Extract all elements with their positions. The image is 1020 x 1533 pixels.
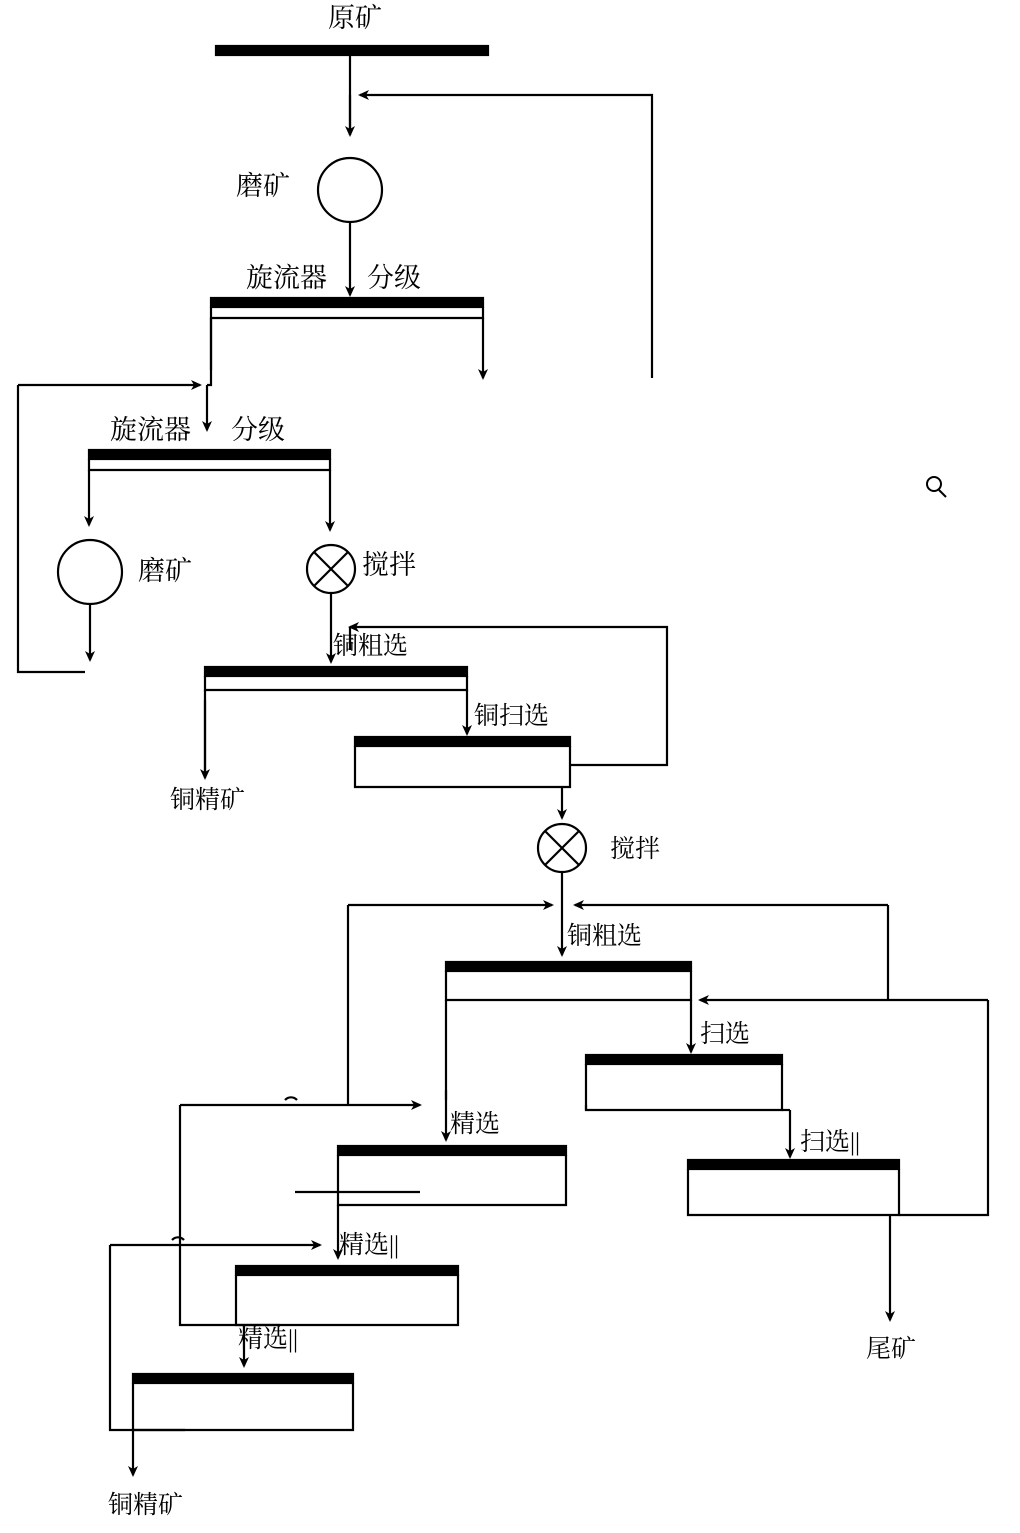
label-cleaner-1: 精选	[450, 1111, 501, 1138]
label-cu-rougher-2: 铜粗选	[567, 923, 643, 950]
label-cleaner-3: 精选||	[238, 1326, 299, 1353]
label-cyclone-1: 旋流器	[246, 263, 327, 293]
label-cu-concentrate-1: 铜精矿	[170, 787, 246, 814]
label-cu-rougher-1: 铜粗选	[333, 633, 409, 660]
label-scavenger-1: 扫选	[700, 1021, 751, 1048]
label-cyclone-2: 旋流器	[110, 415, 191, 445]
label-scavenger-2: 扫选||	[800, 1129, 861, 1156]
label-raw-ore: 原矿	[328, 3, 382, 33]
label-classify-2: 分级	[231, 415, 285, 445]
label-cu-scavenger: 铜扫选	[474, 703, 550, 730]
label-grinding-1: 磨矿	[236, 171, 290, 201]
label-cleaner-2: 精选||	[339, 1232, 400, 1259]
label-conditioning-1: 搅拌	[362, 550, 416, 580]
label-conditioning-2: 搅拌	[610, 836, 661, 863]
label-tailings: 尾矿	[866, 1336, 917, 1363]
label-classify-1: 分级	[367, 263, 421, 293]
label-cu-concentrate-2: 铜精矿	[108, 1492, 184, 1519]
label-grinding-2: 磨矿	[138, 556, 192, 586]
